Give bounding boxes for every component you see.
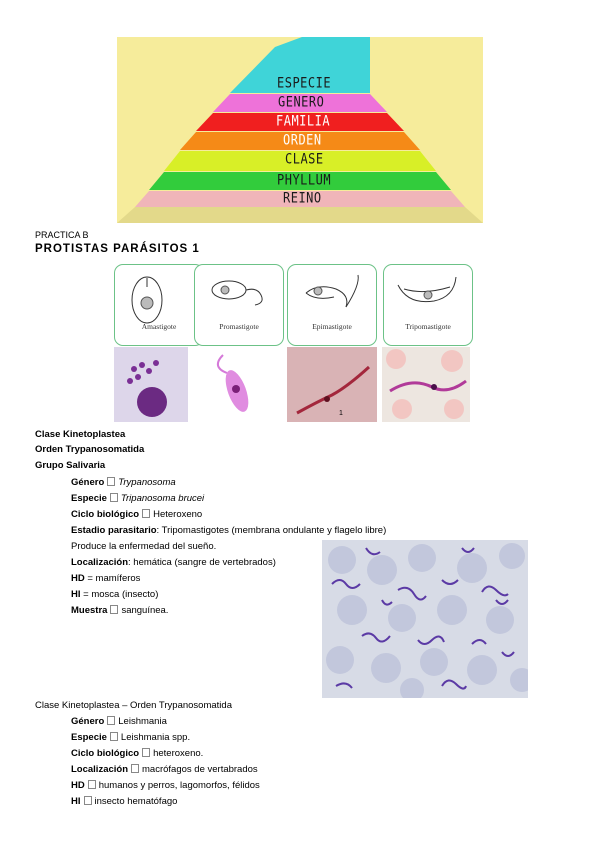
stage-card-promastigote [194,264,284,346]
especie-row-2 [71,730,190,745]
photo-number-label: 1 [339,410,343,417]
muestra-row [71,603,168,618]
hd-row-2 [71,778,260,793]
stage-label-tripomastigote: Tripomastigote [405,322,451,331]
genero-label: Género [71,477,105,488]
localizacion-value: : hemática (sangre de vertebrados) [128,557,276,568]
ciclo-label: Ciclo biológico [71,509,140,520]
localizacion-row-1 [71,555,276,570]
localizacion-row-2 [71,762,258,777]
box-glyph-icon [107,716,115,725]
hi-value: = mosca (insecto) [80,589,159,600]
amastigote-photo [114,347,188,422]
pyramid-label-reino: REINO [283,189,322,207]
enfermedad-text: Produce la enfermedad del sueño. [71,541,217,552]
hi-label: HI [71,796,81,807]
promastigote-photo [193,347,281,422]
pyramid-label-phyllum: PHYLLUM [277,171,332,189]
especie-label: Especie [71,493,107,504]
box-glyph-icon [110,493,118,502]
box-glyph-icon [110,732,118,741]
box-glyph-icon [131,764,139,773]
hd-row-1 [71,571,140,586]
box-glyph-icon [142,748,150,757]
especie-label: Especie [71,732,107,743]
epimastigote-drawing [288,265,376,345]
amastigote-drawing [115,265,203,345]
stage-card-tripomastigote [383,264,473,346]
hd-label: HD [71,780,85,791]
ciclo-row-2 [71,746,203,761]
stage-label-promastigote: Promastigote [219,322,259,331]
taxonomy-pyramid [117,37,483,223]
stage-card-epimastigote [287,264,377,346]
clase-heading: Clase Kinetoplastea [35,429,126,440]
hd-value: = mamíferos [84,573,141,584]
pyramid-level-especie-cap [275,37,370,47]
especie-row-1 [71,491,204,506]
ciclo-value: Heteroxeno [153,509,203,520]
box-glyph-icon [142,509,150,518]
ciclo-label: Ciclo biológico [71,748,140,759]
estadio-label: Estadio parasitario [71,525,157,536]
estadio-value: : Tripomastigotes (membrana ondulante y flagelo libre) [156,525,387,536]
page-title: PROTISTAS PARÁSITOS 1 [35,243,200,255]
tripomastigote-drawing [384,265,472,345]
stage-label-epimastigote: Epimastigote [312,322,352,331]
hd-label: HD [71,573,85,584]
pyramid-label-genero: GENERO [278,93,325,111]
hi-label: HI [71,589,81,600]
localizacion-label: Localización [71,764,129,775]
promastigote-drawing [195,265,283,345]
localizacion-value: macrófagos de vertabrados [142,764,258,775]
especie-value: Leishmania spp. [120,732,191,743]
stage-card-amastigote [114,264,204,346]
practica-label: PRACTICA B [35,230,89,240]
genero-row-1 [71,475,176,490]
box-glyph-icon [110,605,118,614]
hi-value: insecto hematófago [94,796,178,807]
estadio-row [71,523,386,538]
muestra-label: Muestra [71,605,108,616]
hd-value: humanos y perros, lagomorfos, félidos [98,780,260,791]
pyramid-label-orden: ORDEN [283,131,322,149]
genero-row-2 [71,714,167,729]
grupo-heading: Grupo Salivaria [35,460,106,471]
genero-value: Trypanosoma [118,477,176,488]
orden-heading: Orden Trypanosomatida [35,444,145,455]
pyramid-label-especie: ESPECIE [277,74,332,92]
hi-row-2 [71,794,177,809]
tripomastigote-photo [382,347,470,422]
section2-heading: Clase Kinetoplastea – Orden Trypanosomatida [35,700,232,711]
pyramid-label-clase: CLASE [285,150,324,168]
especie-value: Tripanosoma brucei [120,493,205,504]
stage-label-amastigote: Amastigote [141,322,177,331]
ciclo-row-1 [71,507,202,522]
blood-smear-photo [322,540,528,698]
muestra-value: sanguínea. [121,605,169,616]
ciclo-value: heteroxeno. [153,748,204,759]
genero-label: Género [71,716,105,727]
genero-value: Leishmania [118,716,167,727]
hi-row-1 [71,587,158,602]
pyramid-label-familia: FAMILIA [276,112,331,130]
localizacion-label: Localización [71,557,129,568]
epimastigote-photo [287,347,377,422]
box-glyph-icon [84,796,92,805]
box-glyph-icon [88,780,96,789]
box-glyph-icon [107,477,115,486]
pyramid-base-shadow [117,207,483,223]
